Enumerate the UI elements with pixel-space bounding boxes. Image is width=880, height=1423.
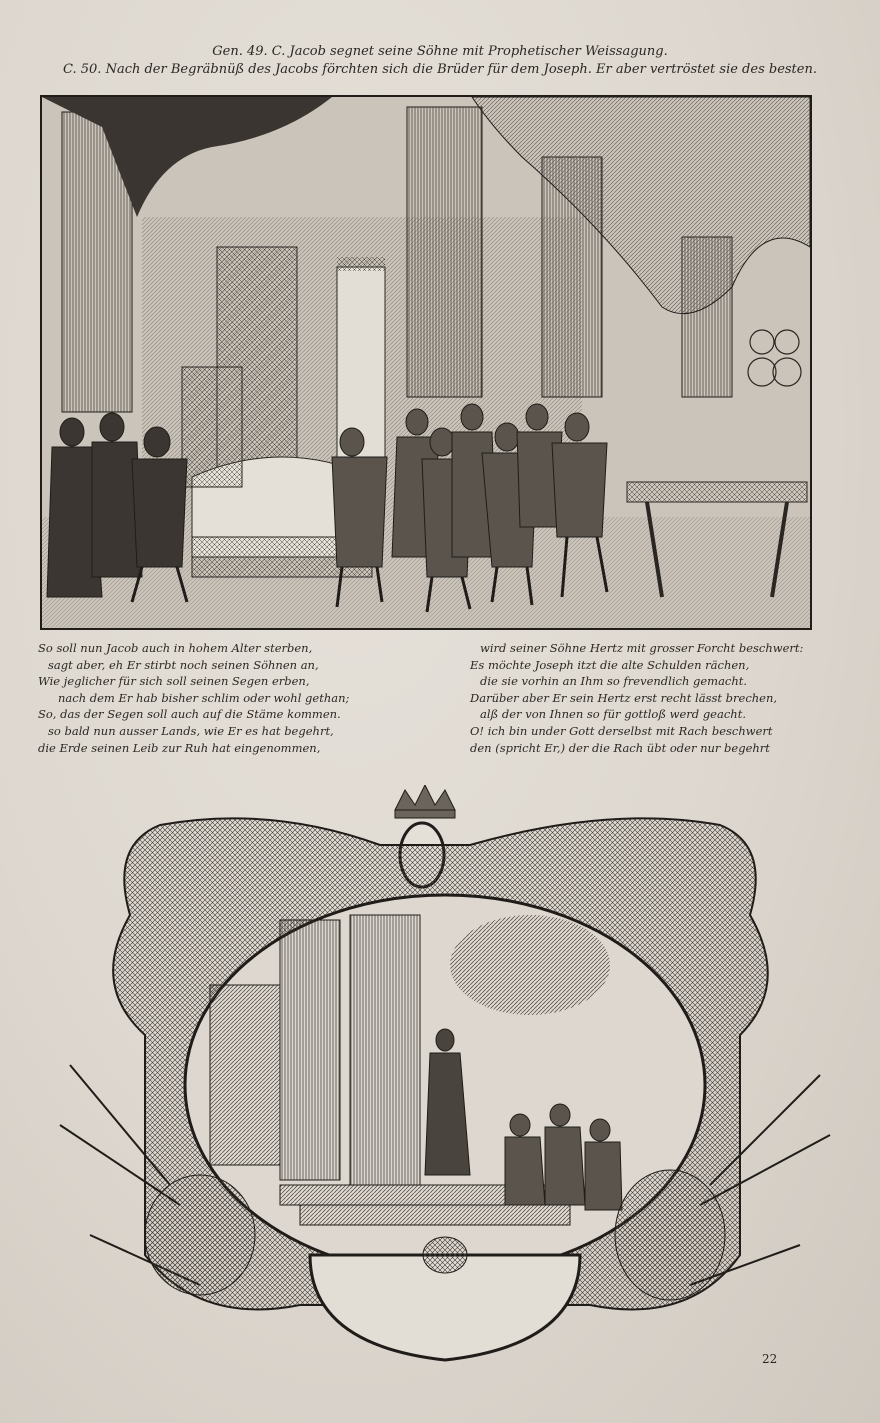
verse-line: so bald nun ausser Lands, wie Er es hat begehrt, — [48, 723, 334, 738]
verse-line: alß der von Ihnen so für gottloß werd geacht. — [480, 707, 746, 722]
verse-line: nach dem Er hab bisher schlim oder wohl gethan; — [58, 690, 350, 705]
verse-line: wird seiner Söhne Hertz mit grosser Forcht beschwert: — [480, 641, 804, 655]
verse-line: sagt aber, eh Er stirbt noch seinen Söhnen an, — [48, 657, 319, 672]
page-number: 22 — [762, 1352, 778, 1366]
crown-icon — [395, 785, 455, 818]
verse-line: So, das der Segen soll auch auf die Stäme kommen. — [38, 707, 341, 722]
verse-line: Darüber aber Er sein Hertz erst recht lässt brechen, — [470, 690, 778, 705]
verse-line: die Erde seinen Leib zur Ruh hat eingenommen, — [38, 740, 321, 755]
verse-right-column — [470, 640, 803, 756]
engraving-ornamental-cartouche — [50, 785, 840, 1370]
verse-line: Wie jeglicher für sich soll seinen Segen erben, — [38, 674, 310, 689]
verse-line: die sie vorhin an Ihm so frevendlich gemacht. — [480, 674, 748, 689]
verse-left-column — [38, 640, 349, 756]
header-caption-genesis-50: C. 50. Nach der Begräbnüß des Jacobs förchten sich die Brüder für dem Joseph. Er aber vertröstet sie des besten. — [63, 62, 817, 77]
engraving-jacob-blessing-sons — [40, 95, 812, 630]
verse-line: Es möchte Joseph itzt die alte Schulden rächen, — [470, 657, 750, 672]
verse-line: So soll nun Jacob auch in hohem Alter sterben, — [38, 641, 313, 655]
header-caption-genesis-49: Gen. 49. C. Jacob segnet seine Söhne mit Prophetischer Weissagung. — [212, 44, 668, 59]
verse-line: O! ich bin under Gott derselbst mit Rach beschwert — [470, 723, 773, 738]
verse-line: den (spricht Er,) der die Rach übt oder nur begehrt — [470, 740, 770, 755]
